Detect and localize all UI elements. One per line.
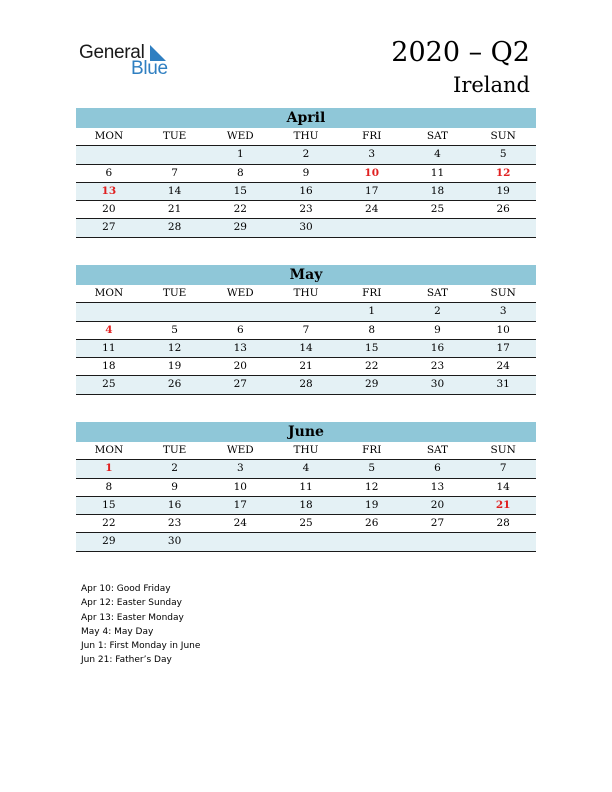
day-cell: 28 [299,378,313,391]
week-row [76,146,536,164]
week-row [76,479,536,497]
month-title: May [76,265,536,285]
day-cell: 25 [299,517,313,530]
day-cell: 4 [434,148,441,161]
week-row [76,358,536,376]
weekday-label: WED [226,444,254,456]
day-cell: 11 [102,341,116,354]
day-cell: 19 [365,498,379,511]
day-cell: 10 [233,480,247,493]
holiday-item: Apr 12: Easter Sunday [81,598,182,609]
day-cell: 9 [434,323,441,336]
weekday-label: SUN [490,130,516,142]
day-cell: 5 [499,148,507,161]
week-row [76,183,536,201]
day-cell: 22 [102,517,116,530]
weekday-label: MON [94,444,124,456]
day-cell: 4 [302,462,310,475]
day-cell: 14 [496,480,510,493]
weekday-label: FRI [362,444,382,456]
weekday-label: WED [226,287,254,299]
day-cell: 8 [236,166,244,179]
day-cell: 14 [299,341,313,354]
weekday-label: SAT [426,444,449,456]
day-cell: 5 [171,323,178,336]
day-cell [142,303,208,320]
day-cell: 13 [233,341,247,354]
weekday-label: THU [293,130,319,142]
day-cell: 24 [233,517,247,530]
day-cell [207,303,273,320]
week-row [76,322,536,340]
day-cell: 15 [102,498,116,511]
holiday-item: Jun 21: Father’s Day [81,655,172,666]
day-cell: 6 [236,323,244,336]
day-cell: 18 [430,184,445,197]
day-cell [405,219,471,236]
day-cell [273,303,339,320]
week-row [76,376,536,394]
day-cell: 12 [167,341,182,354]
weekday-header-row [76,442,536,460]
day-cell: 14 [167,184,182,197]
day-cell [142,146,208,163]
weekday-label: SUN [490,287,516,299]
day-cell [273,533,339,550]
day-cell: 17 [233,498,247,511]
day-cell: 10 [496,323,510,336]
holiday-item: Jun 1: First Monday in June [81,641,201,652]
day-cell: 15 [365,341,379,354]
day-cell: 2 [434,305,441,318]
holiday-day-cell: 13 [101,184,117,197]
day-cell: 7 [302,323,310,336]
day-cell: 1 [368,305,376,318]
day-cell: 3 [368,148,376,161]
day-cell: 20 [102,203,116,216]
day-cell: 27 [102,221,116,234]
day-cell: 26 [365,517,379,530]
day-cell: 25 [102,378,116,391]
day-cell: 9 [171,480,178,493]
week-row [76,515,536,533]
day-cell: 30 [430,378,445,391]
day-cell: 16 [430,341,445,354]
day-cell [470,219,536,236]
day-cell: 17 [496,341,510,354]
holiday-day-cell: 10 [364,166,380,179]
month-title: June [76,422,536,442]
day-cell [76,146,142,163]
day-cell [405,533,471,550]
weekday-label: SAT [426,287,449,299]
day-cell: 23 [430,360,445,373]
weekday-label: TUE [162,130,187,142]
day-cell: 16 [299,184,313,197]
weekday-label: WED [226,130,254,142]
day-cell: 23 [167,517,182,530]
week-row [76,165,536,183]
week-row [76,460,536,478]
weekday-label: MON [94,287,124,299]
day-cell: 27 [430,517,445,530]
day-cell: 29 [102,535,116,548]
weekday-label: THU [293,444,319,456]
day-cell: 24 [365,203,379,216]
day-cell: 28 [496,517,510,530]
weekday-label: TUE [162,287,187,299]
day-cell [470,533,536,550]
day-cell: 19 [167,360,182,373]
day-cell: 12 [365,480,379,493]
day-cell: 19 [496,184,510,197]
week-row [76,303,536,321]
day-cell [207,533,273,550]
holiday-day-cell: 21 [495,498,511,511]
weekday-label: FRI [362,130,382,142]
day-cell: 13 [430,480,445,493]
weekday-label: SAT [426,130,449,142]
day-cell: 17 [365,184,379,197]
weekday-header-row [76,285,536,303]
day-cell: 8 [368,323,376,336]
holiday-item: Apr 10: Good Friday [81,584,171,594]
day-cell: 8 [105,480,113,493]
holiday-day-cell: 4 [105,323,113,336]
day-cell: 3 [499,305,507,318]
day-cell: 11 [299,480,313,493]
holiday-day-cell: 12 [495,166,511,179]
day-cell: 7 [499,462,507,475]
weekday-label: THU [293,287,319,299]
day-cell: 5 [368,462,376,475]
week-row [76,340,536,358]
day-cell: 29 [233,221,247,234]
day-cell: 21 [299,360,313,373]
weekday-label: FRI [362,287,382,299]
month-may [76,265,536,395]
generalblue-logo [79,42,179,82]
month-april [76,108,536,238]
day-cell: 15 [233,184,247,197]
day-cell: 22 [365,360,379,373]
weekday-header-row [76,128,536,146]
day-cell [339,219,405,236]
day-cell: 1 [236,148,244,161]
day-cell: 31 [496,378,510,391]
day-cell: 18 [102,360,116,373]
month-title: April [76,108,536,128]
weekday-label: TUE [162,444,187,456]
week-row [76,219,536,237]
day-cell: 28 [167,221,182,234]
day-cell: 21 [167,203,182,216]
day-cell [76,303,142,320]
day-cell: 23 [299,203,313,216]
week-row [76,533,536,551]
day-cell: 18 [299,498,313,511]
day-cell: 6 [105,166,113,179]
week-row [76,201,536,219]
month-june [76,422,536,552]
day-cell: 7 [171,166,178,179]
holiday-list [81,582,200,668]
day-cell: 30 [167,535,182,548]
week-row [76,497,536,515]
day-cell: 24 [496,360,510,373]
weekday-label: MON [94,130,124,142]
weekday-label: SUN [490,444,516,456]
day-cell: 6 [434,462,441,475]
day-cell: 20 [233,360,247,373]
day-cell: 2 [302,148,310,161]
country-name: Ireland [453,73,530,97]
holiday-item: May 4: May Day [81,626,154,637]
day-cell: 25 [430,203,445,216]
day-cell: 26 [496,203,510,216]
day-cell: 2 [171,462,178,475]
day-cell: 27 [233,378,247,391]
logo-word-general: General [79,42,145,63]
day-cell: 3 [236,462,244,475]
day-cell: 11 [430,166,445,179]
day-cell: 20 [430,498,445,511]
logo-word-blue: Blue [131,58,168,79]
day-cell: 30 [299,221,313,234]
day-cell: 16 [167,498,182,511]
holiday-item: Apr 13: Easter Monday [81,612,184,623]
day-cell: 9 [302,166,310,179]
day-cell: 26 [167,378,182,391]
day-cell [339,533,405,550]
day-cell: 29 [365,378,379,391]
page-title: 2020 – Q2 [391,37,530,68]
holiday-day-cell: 1 [105,462,113,475]
day-cell: 22 [233,203,247,216]
